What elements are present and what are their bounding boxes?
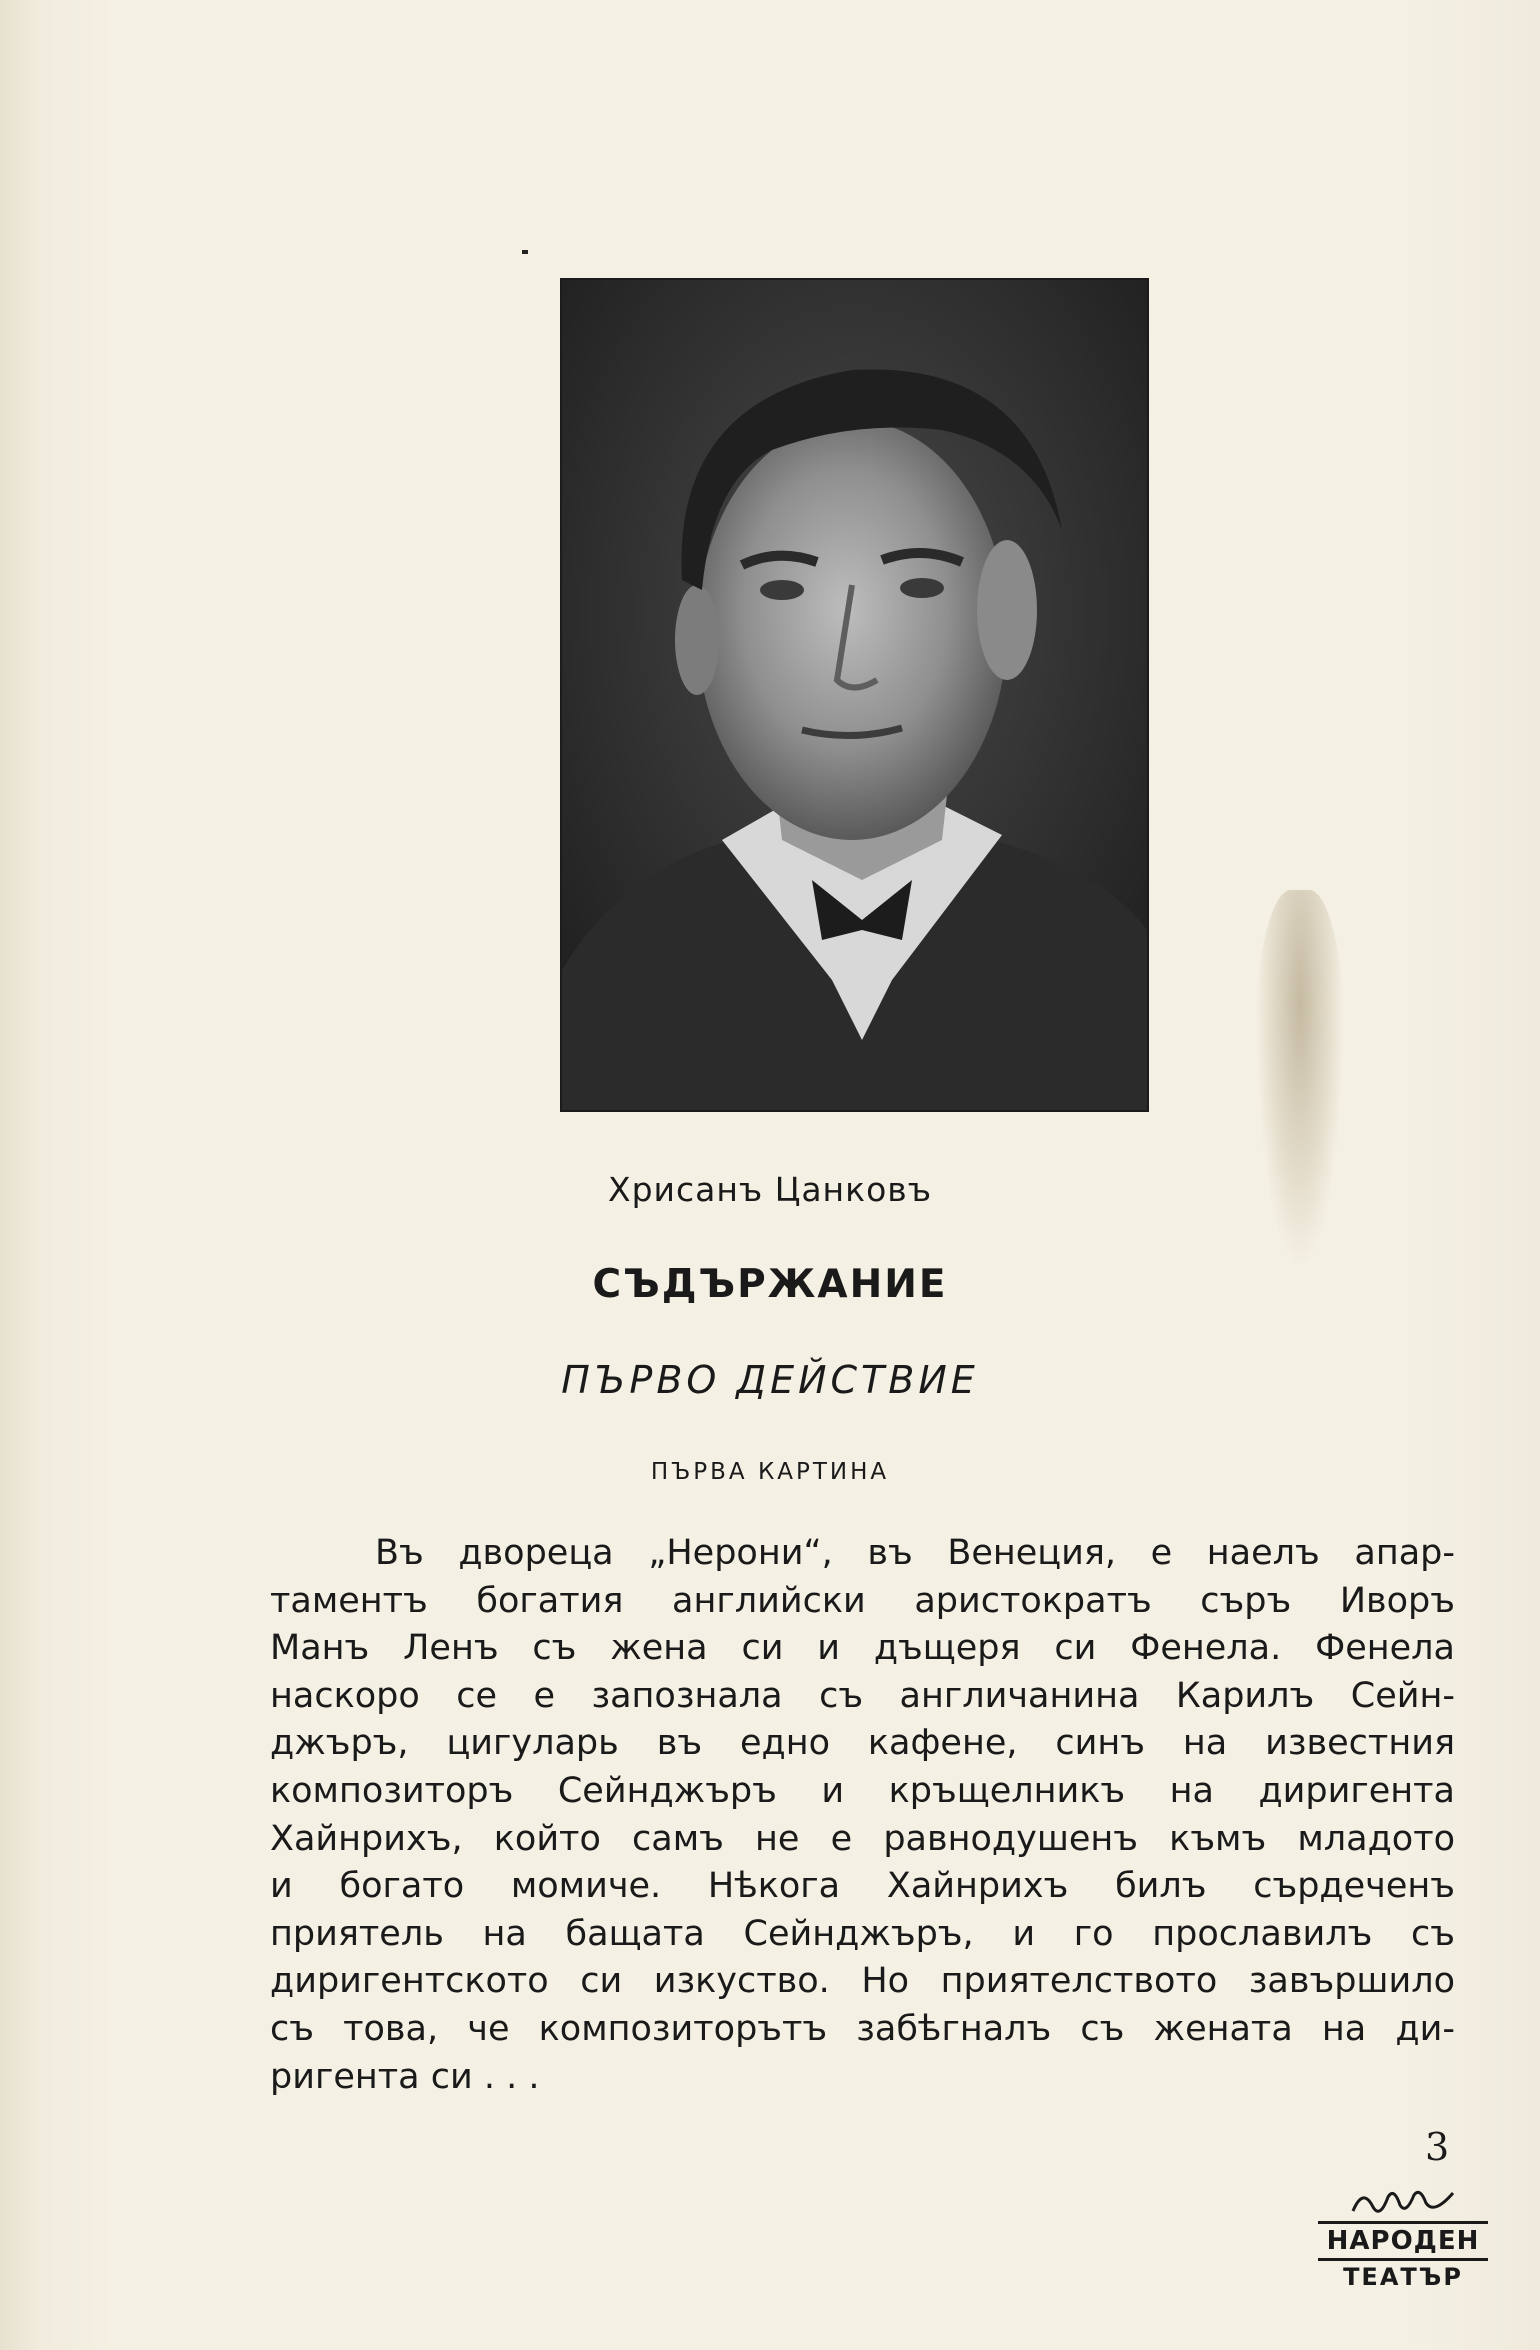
synopsis-line: джъръ, цигуларь въ едно кафене, синъ на известния (270, 1723, 1455, 1764)
synopsis-line: ригента си . . . (270, 2056, 540, 2097)
ink-speck (522, 250, 528, 254)
scene-heading: ПЪРВА КАРТИНА (650, 1459, 890, 1485)
synopsis-line: Манъ Ленъ съ жена си и дъщеря си Фенела. Фенела (270, 1628, 1455, 1669)
synopsis-paragraph (270, 1530, 1455, 2101)
synopsis-line: таментъ богатия английски аристократъ съръ Иворъ (270, 1580, 1455, 1621)
section-title: СЪДЪРЖАНИЕ (592, 1262, 948, 1307)
portrait-photo (562, 280, 1147, 1110)
synopsis-line: Хайнрихъ, който самъ не е равнодушенъ къмъ младото (270, 1818, 1455, 1859)
paper-stain (1255, 890, 1345, 1270)
synopsis-line: Въ двореца „Нерони“, въ Венеция, е наелъ апар- (375, 1533, 1455, 1573)
act-heading: ПЪРВО ДЕЙСТВИЕ (561, 1358, 979, 1402)
stamp-line-narodnen: НАРОДЕН (1318, 2221, 1488, 2261)
stamp-signature (1318, 2185, 1488, 2221)
page-number: 3 (1425, 2125, 1450, 2169)
synopsis-line: приятель на бащата Сейнджъръ, и го прославилъ съ (270, 1913, 1455, 1954)
portrait-caption: Хрисанъ Цанковъ (607, 1170, 933, 1209)
synopsis-line: и богато момиче. Нѣкога Хайнрихъ билъ сърдеченъ (270, 1866, 1455, 1907)
synopsis-line: съ това, че композиторътъ забѣгналъ съ жената на ди- (270, 2008, 1455, 2049)
stamp-line-teatar: ТЕАТЪР (1343, 2263, 1463, 2291)
synopsis-line: композиторъ Сейнджъръ и кръщелникъ на диригента (270, 1770, 1455, 1811)
synopsis-line: наскоро се е запознала съ англичанина Карилъ Сейн- (270, 1675, 1455, 1716)
theatre-stamp (1318, 2185, 1488, 2315)
synopsis-line: диригентското си изкуство. Но приятелството завършило (270, 1961, 1455, 2002)
